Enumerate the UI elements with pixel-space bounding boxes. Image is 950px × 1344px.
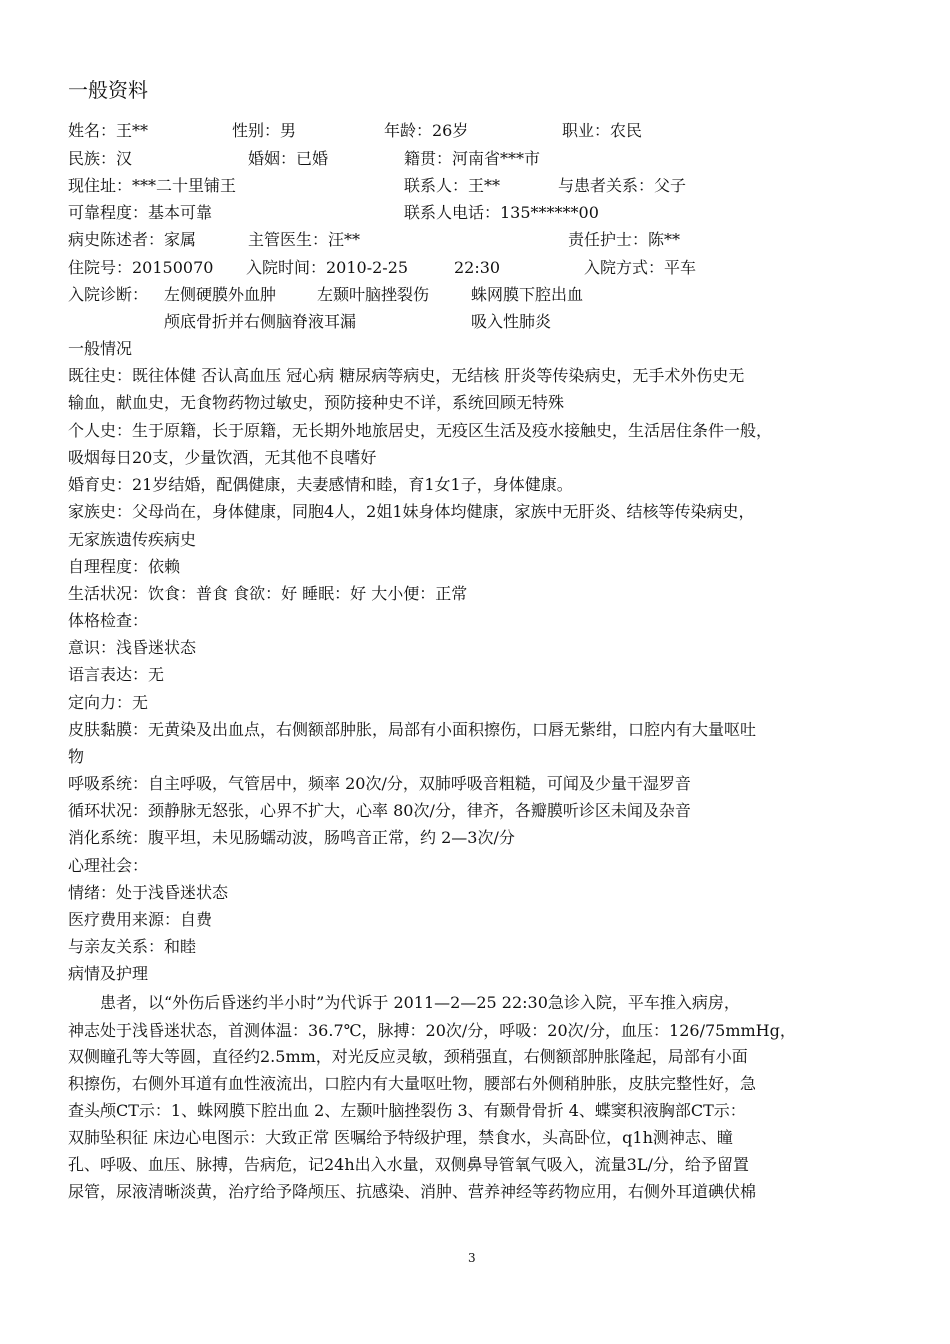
native-place-field: 籍贯：河南省***市 — [404, 149, 541, 168]
text-line: 自理程度：依赖 — [68, 557, 181, 576]
text-line: 吸烟每日20支，少量饮酒，无其他不良嗜好 — [68, 448, 377, 467]
diagnosis-item: 蛛网膜下腔出血 — [471, 285, 584, 304]
text-line: 查头颅CT示：1、蛛网膜下腔出血 2、左颞叶脑挫裂伤 3、有颞骨骨折 4、蝶窦积液胸部CT示： — [68, 1101, 746, 1120]
text-line: 双侧瞳孔等大等圆，直径约2.5mm，对光反应灵敏，颈稍强直，右侧额部肿胀隆起，局部有小面 — [68, 1047, 748, 1066]
section-heading: 一般资料 — [68, 78, 148, 102]
contact-field: 联系人：王** — [404, 176, 501, 195]
admission-time-field: 入院时间：2010-2-25 — [246, 258, 409, 277]
text-line: 积擦伤，右侧外耳道有血性液流出，口腔内有大量呕吐物，腰部右外侧稍肿胀，皮肤完整性好，急 — [68, 1074, 757, 1093]
diagnosis-item: 左侧硬膜外血肿 — [164, 285, 277, 304]
text-line: 患者，以“外伤后昏迷约半小时”为代诉于 2011—2—25 22:30急诊入院，平车推入病房， — [68, 993, 740, 1012]
ethnicity-field: 民族：汉 — [68, 149, 133, 168]
reliability-field: 可靠程度：基本可靠 — [68, 203, 213, 222]
text-line: 双肺坠积征 床边心电图示：大致正常 医嘱给予特级护理，禁食水，头高卧位，q1h测神志、瞳 — [68, 1128, 733, 1147]
text-line: 既往史：既往体健 否认高血压 冠心病 糖尿病等病史，无结核 肝炎等传染病史，无手术外伤史无 — [68, 366, 745, 385]
text-line: 消化系统：腹平坦，未见肠蠕动波，肠鸣音正常，约 2—3次/分 — [68, 828, 515, 847]
text-line: 病情及护理 — [68, 964, 149, 983]
narrator-field: 病史陈述者：家属 — [68, 230, 197, 249]
text-line: 无家族遗传疾病史 — [68, 530, 197, 549]
admission-no-field: 住院号：20150070 — [68, 258, 214, 277]
text-line: 孔、呼吸、血压、脉搏，告病危，记24h出入水量，双侧鼻导管氧气吸入，流量3L/分，给予留置 — [68, 1155, 749, 1174]
text-line: 皮肤黏膜：无黄染及出血点，右侧额部肿胀，局部有小面积擦伤，口唇无紫绀，口腔内有大量呕吐 — [68, 720, 757, 739]
text-line: 呼吸系统：自主呼吸，气管居中，频率 20次/分，双肺呼吸音粗糙，可闻及少量干湿罗音 — [68, 774, 691, 793]
diagnosis-label: 入院诊断： — [68, 285, 149, 304]
text-line: 神志处于浅昏迷状态，首测体温：36.7℃，脉搏：20次/分，呼吸：20次/分，血压：126/75mmHg， — [68, 1021, 796, 1040]
nurse-field: 责任护士：陈** — [568, 230, 681, 249]
relation-field: 与患者关系：父子 — [558, 176, 687, 195]
text-line: 语言表达：无 — [68, 665, 165, 684]
text-line: 体格检查： — [68, 611, 149, 630]
page-number: 3 — [468, 1251, 476, 1265]
age-field: 年龄：26岁 — [384, 121, 469, 140]
text-line: 一般情况 — [68, 339, 133, 358]
text-line: 家族史：父母尚在，身体健康，同胞4人，2姐1妹身体均健康，家族中无肝炎、结核等传染病史， — [68, 502, 755, 521]
text-line: 婚育史：21岁结婚，配偶健康，夫妻感情和睦，育1女1子，身体健康。 — [68, 475, 573, 494]
doctor-field: 主管医生：汪** — [248, 230, 361, 249]
admission-mode-field: 入院方式：平车 — [584, 258, 697, 277]
admission-clock-field: 22:30 — [454, 258, 501, 277]
diagnosis-item: 颅底骨折并右侧脑脊液耳漏 — [164, 312, 357, 331]
gender-field: 性别：男 — [232, 121, 297, 140]
diagnosis-item: 吸入性肺炎 — [471, 312, 552, 331]
text-line: 输血，献血史，无食物药物过敏史，预防接种史不详，系统回顾无特殊 — [68, 393, 565, 412]
text-line: 生活状况：饮食：普食 食欲：好 睡眠：好 大小便：正常 — [68, 584, 468, 603]
text-line: 循环状况：颈静脉无怒张，心界不扩大，心率 80次/分，律齐，各瓣膜听诊区未闻及杂音 — [68, 801, 691, 820]
text-line: 物 — [68, 747, 85, 766]
text-line: 定向力：无 — [68, 693, 149, 712]
name-field: 姓名：王** — [68, 121, 149, 140]
address-field: 现住址：***二十里铺王 — [68, 176, 237, 195]
marriage-field: 婚姻：已婚 — [248, 149, 329, 168]
contact-phone-field: 联系人电话：135******00 — [404, 203, 599, 222]
text-line: 心理社会： — [68, 856, 149, 875]
text-line: 意识：浅昏迷状态 — [68, 638, 197, 657]
text-line: 个人史：生于原籍，长于原籍，无长期外地旅居史，无疫区生活及疫水接触史，生活居住条件一般， — [68, 421, 773, 440]
text-line: 与亲友关系：和睦 — [68, 937, 197, 956]
text-line: 医疗费用来源：自费 — [68, 910, 213, 929]
text-line: 情绪：处于浅昏迷状态 — [68, 883, 229, 902]
occupation-field: 职业：农民 — [562, 121, 643, 140]
text-line: 尿管，尿液清晰淡黄，治疗给予降颅压、抗感染、消肿、营养神经等药物应用，右侧外耳道碘伏棉 — [68, 1182, 757, 1201]
diagnosis-item: 左颞叶脑挫裂伤 — [317, 285, 430, 304]
